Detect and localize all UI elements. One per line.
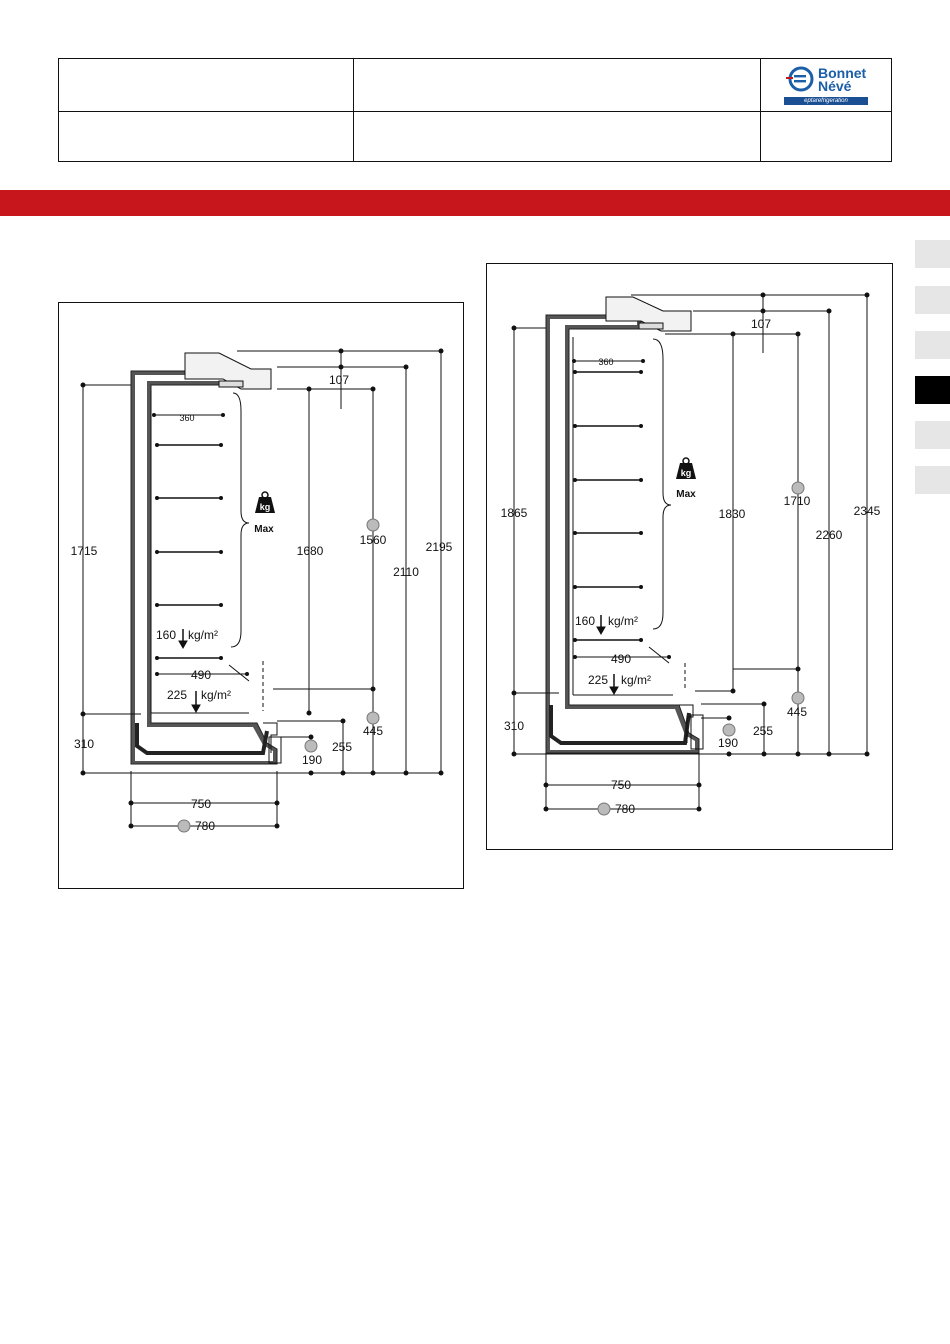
header-cell-2 bbox=[354, 59, 761, 112]
dim-2195: 2195 bbox=[425, 540, 453, 554]
side-tab-5[interactable] bbox=[915, 421, 950, 449]
header-cell-1 bbox=[59, 59, 354, 112]
svg-text:kg: kg bbox=[680, 468, 692, 478]
option-marker-190 bbox=[723, 724, 735, 736]
dim-225: 225 bbox=[587, 673, 609, 687]
company-logo bbox=[784, 64, 872, 108]
side-tab-2[interactable] bbox=[915, 286, 950, 314]
dim-445: 445 bbox=[786, 705, 808, 719]
dim-490: 490 bbox=[190, 668, 212, 682]
dim-225: 225 bbox=[166, 688, 188, 702]
dim-360: 360 bbox=[598, 357, 614, 367]
dim-2260: 2260 bbox=[815, 528, 843, 542]
option-marker-445 bbox=[792, 692, 804, 704]
logo-line-2: Névé bbox=[818, 78, 852, 94]
load-unit-225: kg/m² bbox=[201, 688, 231, 702]
weight-kg-icon bbox=[676, 458, 696, 479]
dim-255: 255 bbox=[331, 740, 353, 754]
logo-tagline: eptarefrigeration bbox=[784, 97, 868, 105]
logo-line-1: Bonnet bbox=[818, 65, 867, 81]
option-marker-780 bbox=[178, 820, 190, 832]
dim-190: 190 bbox=[301, 753, 323, 767]
dim-445: 445 bbox=[362, 724, 384, 738]
option-marker-1560 bbox=[367, 519, 379, 531]
option-marker-190 bbox=[305, 740, 317, 752]
cabinet-section-drawing-left bbox=[59, 303, 463, 888]
dim-1715: 1715 bbox=[70, 544, 98, 558]
dim-1865: 1865 bbox=[500, 506, 528, 520]
side-tab-3[interactable] bbox=[915, 331, 950, 359]
dim-160: 160 bbox=[574, 614, 596, 628]
header-cell-5 bbox=[354, 112, 761, 161]
side-tab-4-active[interactable] bbox=[915, 376, 950, 404]
dim-1830: 1830 bbox=[718, 507, 746, 521]
dim-107: 107 bbox=[750, 317, 772, 331]
option-marker-780 bbox=[598, 803, 610, 815]
load-unit-225: kg/m² bbox=[621, 673, 651, 687]
dim-160: 160 bbox=[155, 628, 177, 642]
dim-107: 107 bbox=[328, 373, 350, 387]
dim-2110: 2110 bbox=[393, 565, 419, 579]
dim-750: 750 bbox=[610, 778, 632, 792]
side-tab-6[interactable] bbox=[915, 466, 950, 494]
weight-kg-icon bbox=[255, 492, 275, 513]
header-cell-4 bbox=[59, 112, 354, 161]
drawing-panel-left bbox=[58, 302, 464, 889]
max-label: Max bbox=[676, 489, 696, 500]
load-unit-160: kg/m² bbox=[608, 614, 638, 628]
dim-780: 780 bbox=[614, 802, 636, 816]
option-marker-445 bbox=[367, 712, 379, 724]
dim-750: 750 bbox=[190, 797, 212, 811]
header-cell-6 bbox=[761, 112, 891, 161]
dim-255: 255 bbox=[752, 724, 774, 738]
max-label: Max bbox=[254, 524, 274, 535]
dim-1680: 1680 bbox=[296, 544, 324, 558]
option-marker-1710 bbox=[792, 482, 804, 494]
dim-2345: 2345 bbox=[853, 504, 881, 518]
cabinet-section-drawing-right bbox=[487, 264, 892, 849]
svg-text:kg: kg bbox=[259, 502, 271, 512]
header-table bbox=[58, 58, 892, 162]
dim-1710: 1710 bbox=[783, 494, 811, 508]
dim-360: 360 bbox=[179, 413, 195, 423]
dim-780: 780 bbox=[194, 819, 216, 833]
dim-310: 310 bbox=[73, 737, 95, 751]
side-tab-1[interactable] bbox=[915, 240, 950, 268]
dim-190: 190 bbox=[717, 736, 739, 750]
dim-310: 310 bbox=[503, 719, 525, 733]
dim-490: 490 bbox=[610, 652, 632, 666]
section-band bbox=[0, 190, 950, 216]
dim-1560: 1560 bbox=[359, 533, 387, 547]
load-unit-160: kg/m² bbox=[188, 628, 218, 642]
logo-emblem-icon bbox=[786, 64, 816, 94]
drawing-panel-right bbox=[486, 263, 893, 850]
